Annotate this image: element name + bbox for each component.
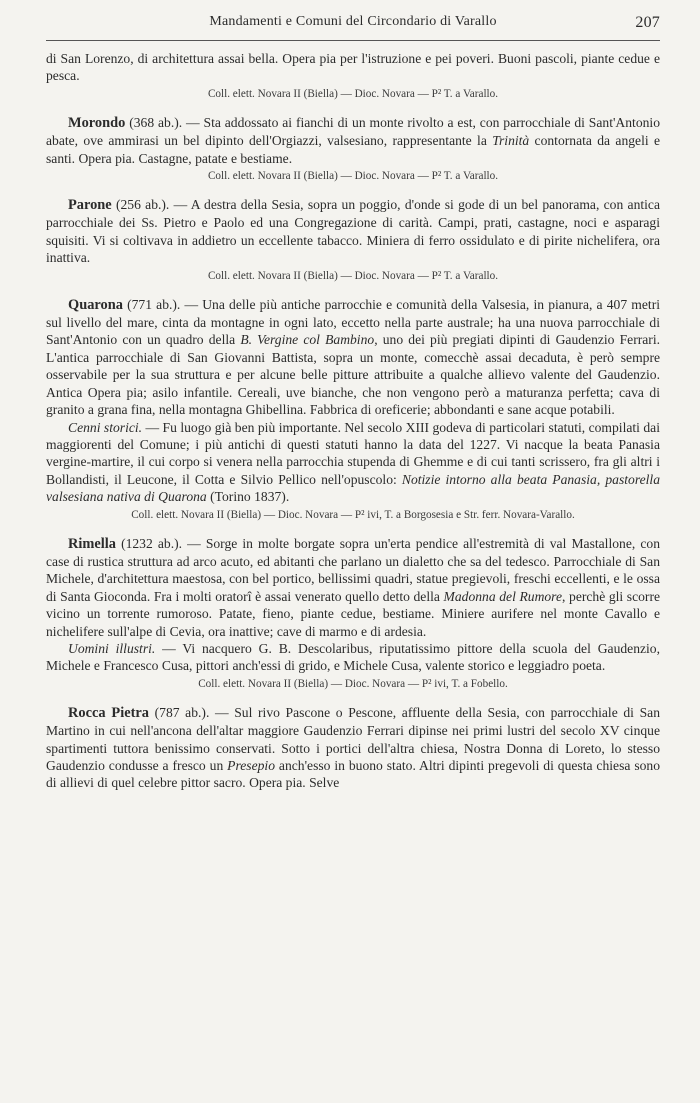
history-text: — Fu luogo già ben più importante. Nel secolo XIII godeva di particolari statuti, compilati dai maggiorenti del Comune; i più antichi di questi statuti hanno la data del 1227. Vi nacque la beata Panasia vergine-martire, il cui corpo si venera nella parrocchia stupenda di Ghemme e di cui tanti scrissero, fra gli altri i Bollandisti, il Leucone, il Cotta e Silvio Pellico nell'opuscolo: [46,419,660,487]
entry-parone [46,196,660,284]
entry-name: Morondo [68,114,126,131]
entry-morondo [46,114,660,184]
men-label: Uomini illustri. [68,640,156,656]
entry-text: (1232 ab.). — Sorge in molte borgate sopra un'erta pendice all'estremità di val Mastallone, con case di rustica struttura ad arco acuto, ed abitanti che parlano un dialetto che sa del tedesco. Parrocchiale di San Michele, d'architettura maestosa, con bel portico, bellissimi quadri, statue pregievoli, freschi eccellenti, e le ossa di Santa Gioconda. Fra i molti oratorî è assai venerato quello detto della [46,535,660,604]
entry-italic: Madonna del Rumore [443,588,563,604]
entry-text-2: contornata da angeli e santi. Opera pia. Castagne, patate e bestiame. [46,133,660,166]
intro-coll: Coll. elett. Novara II (Biella) — Dioc. Novara — P² T. a Varallo. [207,87,499,100]
entry-intro [46,50,660,102]
rimella-men [46,640,660,675]
parone-coll: Coll. elett. Novara II (Biella) — Dioc. Novara — P² T. a Varallo. [207,269,499,282]
history-label: Cenni storici. [68,419,143,435]
entry-text: (787 ab.). — Sul rivo Pascone o Pescone, affluente della Sesia, con parrocchiale di San Martino in cui nell'ancona dell'altar maggiore Gaudenzio Ferrari dipinse nei primi lustri del secolo XV cinque spartimenti tuttora benissimo conservati. Sotto i portici dell'altra chiesa, Nostra Donna di Loreto, lo stesso Gaudenzio condusse a fresco un [46,704,660,773]
entry-quarona [46,296,660,523]
entry-text-2: , uno dei più pregiati dipinti di Gaudenzio Ferrari. L'antica parrocchiale di San Giovanni Battista, sopra un monte, comecchè assai decaduta, è però sempre osservabile per la sua struttura e per alcune belle pitture attribuite a qualche allievo valente del Gaudenzio. Antica Opera pia; asilo infantile. Cereali, uve bianche, che non vengono però a maturanza perfetta; cava di granito a grana fina, nella montagna Ghibellina. Fabbrica di oreficerie; abbondanti e sane acque potabili. [46,332,661,418]
rimella-paragraph [46,535,660,640]
entry-name: Parone [68,197,112,214]
entry-text: (256 ab.). — A destra della Sesia, sopra un poggio, d'onde si gode di un bel panorama, con antica parrocchiale dei Ss. Pietro e Paolo ed una Congregazione di carità. Campi, prati, castagne, noci e asparagi squisiti. Vi si coltivava in addietro un eccellente tabacco. Miniera di ferro ossidulato e di pirite nichelifera, ora inattiva. [46,197,660,266]
history-text-2: (Torino 1837). [206,489,290,505]
entry-rimella [46,535,660,692]
header-title: Mandamenti e Comuni del Circondario di Varallo [209,14,497,29]
quarona-history [46,419,660,506]
men-text: — Vi nacquero G. B. Descolaribus, riputatissimo pittore della scuola del Gaudenzio, Michele e Francesco Cusa, pittori anch'essi di grido, e Michele Cusa, valente storico e leggiadro poeta. [46,640,660,674]
entry-text-2: anch'esso in buono stato. Altri dipinti pregevoli di questa chiesa sono di allievi di quel celebre pittor sacro. Opera pia. Selve [46,758,660,791]
running-header [46,14,660,41]
entry-italic: Presepio [227,758,275,773]
morondo-coll: Coll. elett. Novara II (Biella) — Dioc. Novara — P² T. a Varallo. [207,170,499,183]
entry-name: Quarona [68,296,123,313]
intro-text: di San Lorenzo, di architettura assai bella. Opera pia per l'istruzione e pei poveri. Buoni pascoli, piante cedue e pesca. [46,51,660,84]
entry-name: Rocca Pietra [68,704,149,721]
entry-text: (771 ab.). — Una delle più antiche parrocchie e comunità della Valsesia, in pianura, a 407 metri sul livello del mare, cinta da montagne in ogni lato, eccetto nella parte australe; ha una nuova parrocchiale di Sant'Antonio con un quadro della [46,296,660,348]
page-number: 207 [635,14,660,31]
history-italic: Notizie intorno alla beata Panasia, pastorella valsesiana nativa di Quarona [46,471,660,505]
entry-italic: B. Vergine col Bambino [240,332,375,348]
parone-paragraph [46,196,660,267]
entry-text-2: , perchè gli scorre vicino un torrente rumoroso. Patate, fieno, piante cedue, bestiame. Miniere aurifere nel monte Cavallo e nichelifere sull'alpe di Cevia, ora inattive; cave di marmo e di ardesia. [46,588,661,639]
quarona-paragraph [46,296,660,419]
rimella-coll: Coll. elett. Novara II (Biella) — Dioc. Novara — P² ivi, T. a Fobello. [198,677,508,690]
entry-text: (368 ab.). — Sta addossato ai fianchi di un monte rivolto a est, con parrocchiale di Sant'Antonio abate, ove ammirasi un bel dipinto dell'Orgiazzi, valsesiano, rappresentante la [46,114,660,149]
morondo-paragraph [46,114,660,167]
entry-italic: Trinità [492,133,530,149]
entry-rocca-pietra [46,704,660,792]
rocca-paragraph [46,704,660,792]
quarona-coll: Coll. elett. Novara II (Biella) — Dioc. Novara — P² ivi, T. a Borgosesia e Str. ferr. Novara-Varallo. [131,508,575,521]
entry-name: Rimella [68,535,116,552]
